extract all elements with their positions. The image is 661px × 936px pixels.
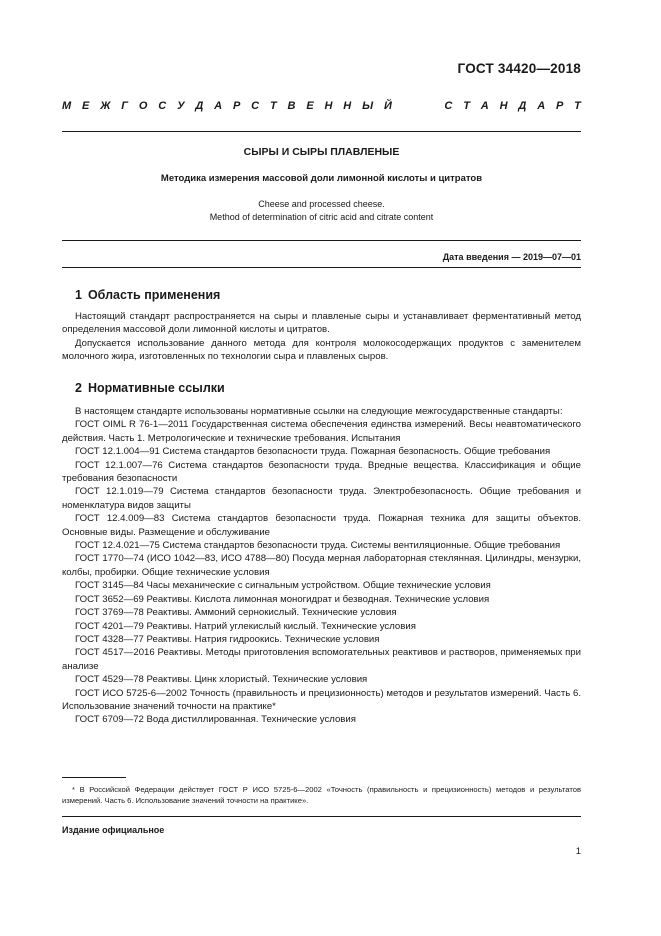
banner-letter: Е xyxy=(82,100,90,112)
header-rule xyxy=(62,131,581,132)
banner-letter: А xyxy=(537,100,546,112)
interstate-standard-banner xyxy=(62,100,581,112)
reference-item: ГОСТ 4517—2016 Реактивы. Методы приготовления вспомогательных реактивов и растворов, применяемых при анализе xyxy=(62,647,581,672)
english-title-line-1: Cheese and processed cheese. xyxy=(258,199,385,209)
banner-letter: Р xyxy=(232,100,241,112)
banner-letter: Н xyxy=(499,100,508,112)
reference-item: ГОСТ OIML R 76-1—2011 Государственная система обеспечения единства измерений. Весы неавтоматического действия. Часть 1. Метрологические и технические требования. Испытания xyxy=(62,419,581,444)
banner-letter: Н xyxy=(343,100,352,112)
page-number: 1 xyxy=(575,846,581,857)
document-subtitle: Методика измерения массовой доли лимонной кислоты и цитратов xyxy=(160,173,483,184)
footer-rule xyxy=(62,816,581,817)
document-title: СЫРЫ И СЫРЫ ПЛАВЛЕНЫЕ xyxy=(243,146,400,158)
section-1-heading xyxy=(75,288,220,302)
banner-letter: Ы xyxy=(362,100,374,112)
banner-gap xyxy=(417,100,420,112)
banner-gap xyxy=(403,100,406,112)
banner-letter: Р xyxy=(555,100,564,112)
reference-item: ГОСТ 12.1.019—79 Система стандартов безопасности труда. Электробезопасность. Общие требования и номенклатура видов защиты xyxy=(62,486,581,511)
reference-item: ГОСТ ИСО 5725-6—2002 Точность (правильность и прецизионность) методов и результатов измерений. Часть 6. Использование значений точности на практике* xyxy=(62,687,581,712)
banner-letter: Т xyxy=(574,100,581,112)
paragraph: В настоящем стандарте использованы нормативные ссылки на следующие межгосударственные стандарты: xyxy=(75,406,563,417)
section-2-title: Нормативные ссылки xyxy=(87,381,225,395)
banner-letter: У xyxy=(177,100,185,112)
reference-item: ГОСТ 4201—79 Реактивы. Натрий углекислый кислый. Технические условия xyxy=(75,620,416,632)
section-1-title: Область применения xyxy=(87,288,221,302)
banner-gap xyxy=(431,100,434,112)
banner-letter: С xyxy=(444,100,453,112)
paragraph: Настоящий стандарт распространяется на сыры и плавленые сыры и устанавливает ферментативный метод определения массовой доли лимонной кислоты и цитратов. xyxy=(62,311,581,336)
reference-item: ГОСТ 1770—74 (ИСО 1042—83, ИСО 4788—80) Посуда мерная лабораторная стеклянная. Цилиндры, мензурки, колбы, пробирки. Общие технические условия xyxy=(62,553,581,578)
banner-letter: Д xyxy=(518,100,527,112)
footnote xyxy=(62,784,581,806)
banner-letter: Т xyxy=(463,100,470,112)
reference-item: ГОСТ 4529—78 Реактивы. Цинк хлористый. Технические условия xyxy=(75,674,368,686)
banner-letter: М xyxy=(62,100,72,112)
english-title xyxy=(62,198,581,224)
banner-letter: Е xyxy=(306,100,314,112)
banner-letter: Т xyxy=(269,100,277,112)
banner-letter: А xyxy=(480,100,489,112)
section-1-number: 1 xyxy=(75,288,82,302)
footnote-separator xyxy=(62,777,126,778)
reference-item: ГОСТ 4328—77 Реактивы. Натрия гидроокись. Технические условия xyxy=(75,633,380,645)
official-edition-label: Издание официальное xyxy=(62,825,165,835)
reference-item: ГОСТ 3769—78 Реактивы. Аммоний сернокислый. Технические условия xyxy=(75,607,397,619)
banner-letter: Ж xyxy=(100,100,111,112)
reference-item: ГОСТ 12.4.009—83 Система стандартов безопасности труда. Пожарная техника для защиты объектов. Основные виды. Размещение и обслуживание xyxy=(62,513,581,538)
banner-letter: В xyxy=(287,100,296,112)
banner-letter: О xyxy=(138,100,148,112)
banner-letter: Г xyxy=(121,100,129,112)
reference-item: ГОСТ 12.1.007—76 Система стандартов безопасности труда. Вредные вещества. Классификация и общие требования безопасности xyxy=(62,459,581,485)
footnote-text: * В Российской Федерации действует ГОСТ Р ИСО 5725-6—2002 «Точность (правильность и прецизионность) методов и результатов измерений. Часть 6. Использование значений точности на практике». xyxy=(62,785,581,805)
banner-letter: Н xyxy=(324,100,333,112)
banner-letter: С xyxy=(251,100,260,112)
banner-letter: А xyxy=(214,100,223,112)
english-title-line-2: Method of determination of citric acid and citrate content xyxy=(209,212,434,222)
section-1-body xyxy=(62,310,581,364)
section-2-body xyxy=(62,405,581,727)
paragraph: Допускается использование данного метода для контроля молокосодержащих продуктов с заменителем молочного жира, изготовленных по технологии сыра и плавленых сыров. xyxy=(62,337,581,363)
reference-item: ГОСТ 3145—84 Часы механические с сигнальным устройством. Общие технические условия xyxy=(75,580,491,592)
banner-letter: Й xyxy=(383,100,392,112)
date-rule xyxy=(62,267,581,268)
reference-item: ГОСТ 3652—69 Реактивы. Кислота лимонная моногидрат и безводная. Технические условия xyxy=(75,593,490,605)
reference-item: ГОСТ 6709—72 Вода дистиллированная. Технические условия xyxy=(75,714,356,726)
reference-item: ГОСТ 12.4.021—75 Система стандартов безопасности труда. Системы вентиляционные. Общие требования xyxy=(75,540,561,552)
reference-item: ГОСТ 12.1.004—91 Система стандартов безопасности труда. Пожарная безопасность. Общие требования xyxy=(75,446,551,458)
section-2-heading xyxy=(75,381,225,395)
banner-letter: Д xyxy=(195,100,204,112)
banner-letter: С xyxy=(158,100,167,112)
section-2-number: 2 xyxy=(75,381,82,395)
introduction-date: Дата введения — 2019—07—01 xyxy=(442,252,581,262)
title-rule xyxy=(62,240,581,241)
document-code: ГОСТ 34420—2018 xyxy=(457,61,581,76)
